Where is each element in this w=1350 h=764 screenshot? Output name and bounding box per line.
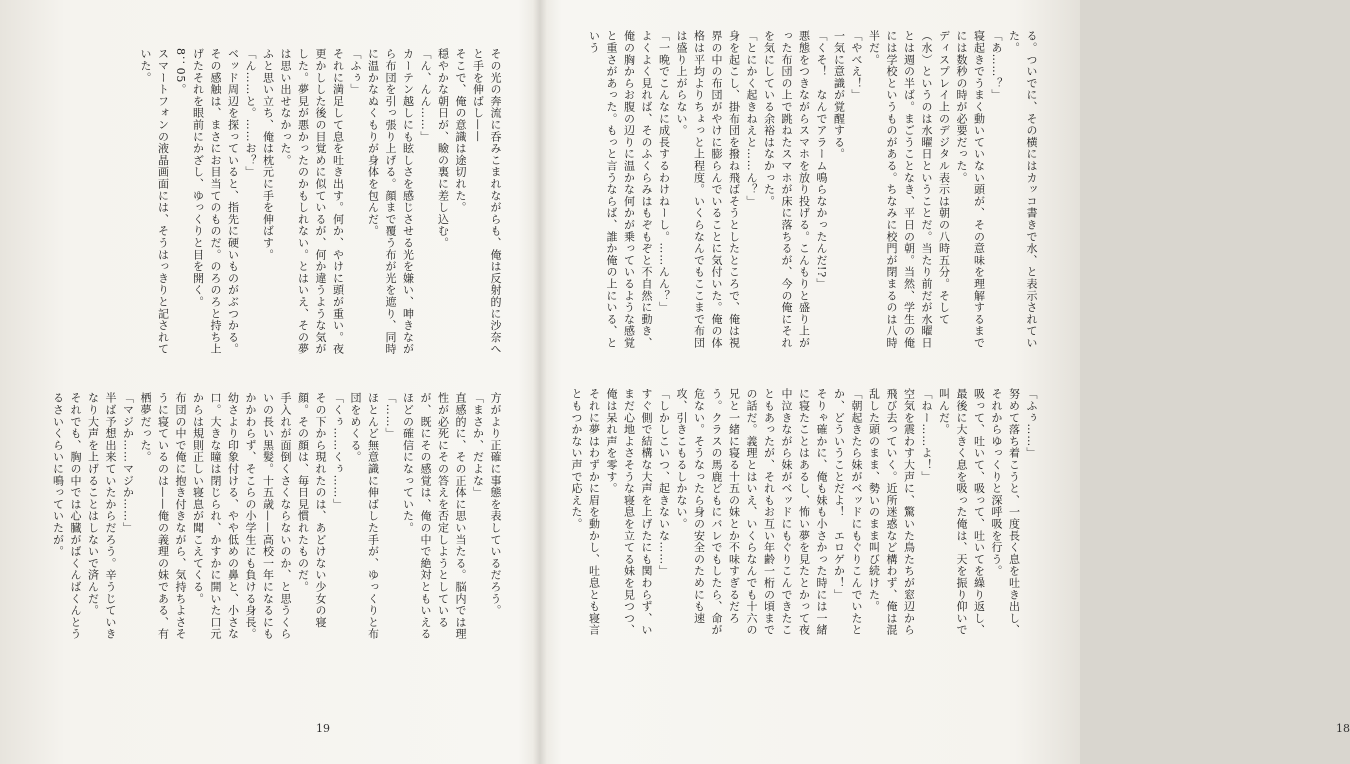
paragraph: その下から現れたのは、あどけない少女の寝顔。その顔は、毎日見慣れたものだ。 (296, 392, 327, 628)
paragraph: すぐ側で結構な大声を上げたにも関わらず、いまだ心地よさそうな寝息を立てる妹を見つつ、俺は呆れ声を零す。 (605, 388, 653, 636)
paragraph: 直感的に、その正体に思い当たる。脳内では理性が必死にその答えを否定しようとしているが、既にその感覚は、俺の中で絶対ともいえるほどの確信になっていた。 (401, 392, 467, 640)
paragraph: 布団の中で俺に抱き付きながら、気持ちよさそうに寝ているのは——俺の義理の妹である、有栖夢だった。 (139, 392, 187, 640)
paragraph: ディスプレイ上のデジタル表示は朝の八時五分。そして（水）というのは水曜日ということだ。当たり前だが水曜日とは週の半ば。まごうことなき、平日の朝。当然、学生の俺には学校というものがある。ちなみに校門が閉まるのは八時半だ。 (867, 30, 951, 349)
paragraph: 8：05。 (174, 48, 187, 95)
page-number: 18 (1336, 722, 1350, 735)
paragraph: 吸って、吐いて、吸って、吐いてを繰り返し、最後に大きく息を吸った俺は、天を振り仰いで叫んだ。 (937, 388, 986, 636)
paragraph: 寝起きでうまく動いていない頭が、その意味を理解するまでには数秒の時が必要だった。 (955, 30, 986, 349)
paragraph: ふと思い立ち、俺は枕元に手を伸ばす。 (261, 48, 275, 261)
paragraph: 穏やかな朝日が、瞼の裏に差し込む。 (436, 48, 450, 249)
paragraph: そこで、俺の意識は途切れた。 (454, 48, 467, 214)
paragraph: ほとんど無意識に伸ばした手が、ゆっくりと布団をめくる。 (349, 392, 380, 640)
paragraph: 「くそ！ なんでアラーム鳴らなかったんだ!?」 (815, 30, 828, 290)
page-number: 19 (316, 722, 330, 735)
paragraph: そりゃ確かに、俺も妹も小さかった時には一緒に寝たことはあるし、怖い夢を見たとかって夜中泣きながら妹がベッドにもぐりこんできたこともあったが、それもお互い年齢一桁の頃までの話だ。義理とはいえ、いくらなんでも十六の兄と一緒に寝る十五の妹とか不味すぎるだろう。クラスの馬鹿どもにバレでもしたら、命が危ない。そうなったら身の安全のためにも速攻、引きこもるしかない。 (675, 388, 828, 636)
paragraph: 手入れが面倒くさくならないのか、と思うくらいの長い黒髪。十五歳——高校一年になるにもかかわらず、そこらの小学生にも負ける身長。幼さより印象付ける、やや低めの鼻と、小さな口。大きな瞳は閉じられ、かすかに開いた口元からは規則正しい寝息が聞こえてくる。 (191, 392, 292, 640)
right-page-top-text (587, 30, 1040, 350)
page-right (540, 0, 1350, 764)
paragraph: 身を起こし、掛布団を撥ね飛ばそうとしたところで、俺は視界の中の布団がやけに膨らんでいることに気付いた。俺の体格は平均よりちょっと上程度。いくらなんでもここまで布団は盛り上がらない。 (675, 30, 741, 349)
paragraph: 努めて落ち着こうと、一度長く息を吐き出し、それからゆっくりと深呼吸を行う。 (990, 388, 1021, 636)
paragraph: 「あ……？」 (990, 30, 1003, 101)
paragraph: 空気を震わす大声に、驚いた鳥たちが窓辺から飛び去っていく。近所迷惑など構わず、俺は混乱した頭のまま、勢いのまま叫び続けた。 (867, 388, 916, 636)
paragraph: 「ん、んん……」 (419, 48, 432, 143)
paragraph: 方がより正確に事態を表しているだろう。 (489, 392, 502, 617)
paragraph: それでも、胸の中では心臓がばくんばくんとうるさいくらいに鳴っていたが。 (51, 392, 82, 640)
paragraph: カーテン越しにも眩しさを感じさせる光を嫌い、呻きながら布団を引っ張り上げる。顔まで覆う布が光を遮り、同時に温かなぬくもりが身体を包んだ。 (366, 48, 415, 355)
page-left (0, 0, 540, 764)
paragraph: 「ふぅ」 (349, 48, 362, 96)
paragraph: る。ついでに、その横にはカッコ書きで水、と表示されていた。 (1007, 30, 1038, 349)
paragraph: 「まさか、だよな」 (471, 392, 485, 499)
paragraph: それに満足して息を吐き出す。何か、やけに頭が重い。夜更かしした後の目覚めに似ているが、何か違うような気がした。夢見が悪かったのかもしれない。とはいえ、その夢は思い出せなかった。 (279, 48, 345, 355)
paragraph: 一気に意識が覚醒する。 (832, 30, 846, 160)
paragraph: ベッド周辺を探っていると、指先に硬いものがぶつかる。その感触は、まさにお目当てのものだ。のろのろと持ち上げたそれを眼前にかざし、ゆっくりと目を開く。 (191, 48, 240, 355)
paragraph: 半ば予想出来ていたからだろう。辛うじていきなり大声を上げることはしないで済んだ。 (86, 392, 117, 640)
paragraph: 「ふぅ……」 (1025, 388, 1038, 459)
paragraph: 「やべえ！」 (850, 30, 863, 101)
paragraph: 「とにかく起きねえと……ん？」 (745, 30, 758, 207)
paragraph: 「……」 (384, 392, 397, 440)
paragraph: 「ねー……よ！」 (920, 388, 933, 483)
left-page-bottom-text (51, 392, 504, 640)
paragraph: 「一晩でこんなに成長するわけねーし。……んん？」 (657, 30, 671, 314)
paragraph: 「マジか……マジか……」 (121, 392, 135, 534)
paragraph: よくよく見れば、そのふくらみはもぞもぞと不自然に動き、俺の胸からお腹の辺りに温かな何かが乗っているような感覚と重さがあった。もっと言うならば、誰か俺の上にいる、という (587, 30, 653, 349)
paragraph: 「しかしこいつ、起きないな……」 (657, 388, 671, 577)
paragraph: スマートフォンの液晶画面には、そうはっきりと記されていた。 (139, 48, 170, 355)
left-page-top-text (108, 48, 504, 366)
paragraph: 「くぅ……くぅ……」 (331, 392, 345, 510)
paragraph: それに夢はわずかに眉を動かし、吐息とも寝言ともつかない声で応えた。 (570, 388, 601, 636)
paragraph: その光の奔流に呑みこまれながらも、俺は反射的に沙奈へと手を伸ばし—— (471, 48, 502, 355)
paragraph: 「朝起きたら妹がベッドにもぐりこんでいたとか、どういうことだよ！ エロゲか！」 (832, 388, 863, 636)
right-page-bottom-text (570, 388, 1040, 642)
paragraph: 「ん……と。……お？」 (244, 48, 257, 178)
paragraph: 悪態をつきながらスマホを放り投げる。こんもりと盛り上がった布団の上で跳ねたスマホが床に落ちるが、今の俺にそれを気にしている余裕はなかった。 (762, 30, 811, 349)
